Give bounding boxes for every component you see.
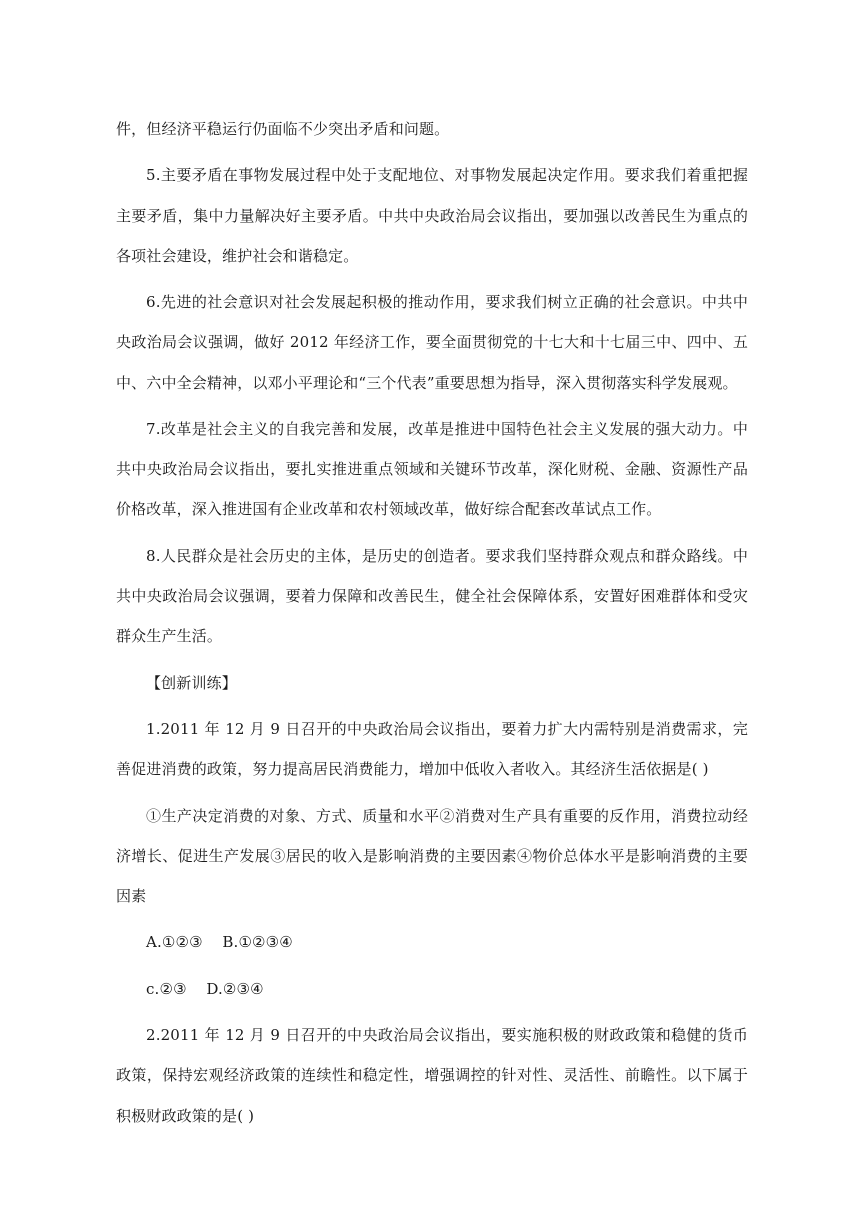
question-2-stem: 2.2011 年 12 月 9 日召开的中央政治局会议指出，要实施积极的财政政策和稳健的货币政策，保持宏观经济政策的连续性和稳定性，增强调控的针对性、灵活性、前瞻性。以下属于积极财政政策的是( ) [116, 1026, 748, 1125]
question-1-options-ab: A.①②③ B.①②③④ [146, 933, 293, 952]
paragraph-point-7: 7.改革是社会主义的自我完善和发展，改革是推进中国特色社会主义发展的强大动力。中共中央政治局会议指出，要扎实推进重点领域和关键环节改革，深化财税、金融、资源性产品价格改革，深入推进国有企业改革和农村领域改革，做好综合配套改革试点工作。 [116, 419, 748, 519]
paragraph-continuation: 件，但经济平稳运行仍面临不少突出矛盾和问题。 [116, 120, 450, 138]
paragraph-point-6: 6.先进的社会意识对社会发展起积极的推动作用，要求我们树立正确的社会意识。中共中央政治局会议强调，做好 2012 年经济工作，要全面贯彻党的十七大和十七届三中、四中、五中、六中全会精神，以邓小平理论和“三个代表”重要思想为指导，深入贯彻落实科学发展观。 [116, 293, 748, 392]
paragraph-point-8: 8.人民群众是社会历史的主体，是历史的创造者。要求我们坚持群众观点和群众路线。中共中央政治局会议强调，要着力保障和改善民生，健全社会保障体系，安置好困难群体和受灾群众生产生活。 [116, 546, 748, 646]
question-1-options-cd: c.②③ D.②③④ [146, 979, 264, 998]
section-heading-innovation-training: 【创新训练】 [146, 673, 237, 692]
paragraph-point-5: 5.主要矛盾在事物发展过程中处于支配地位、对事物发展起决定作用。要求我们着重把握主要矛盾，集中力量解决好主要矛盾。中共中央政治局会议指出，要加强以改善民生为重点的各项社会建设，维护社会和谐稳定。 [116, 166, 748, 265]
question-1-stem: 1.2011 年 12 月 9 日召开的中央政治局会议指出，要着力扩大内需特别是消费需求，完善促进消费的政策，努力提高居民消费能力，增加中低收入者收入。其经济生活依据是( ) [116, 719, 748, 779]
question-1-statements: ①生产决定消费的对象、方式、质量和水平②消费对生产具有重要的反作用，消费拉动经济增长、促进生产发展③居民的收入是影响消费的主要因素④物价总体水平是影响消费的主要因素 [116, 806, 748, 905]
